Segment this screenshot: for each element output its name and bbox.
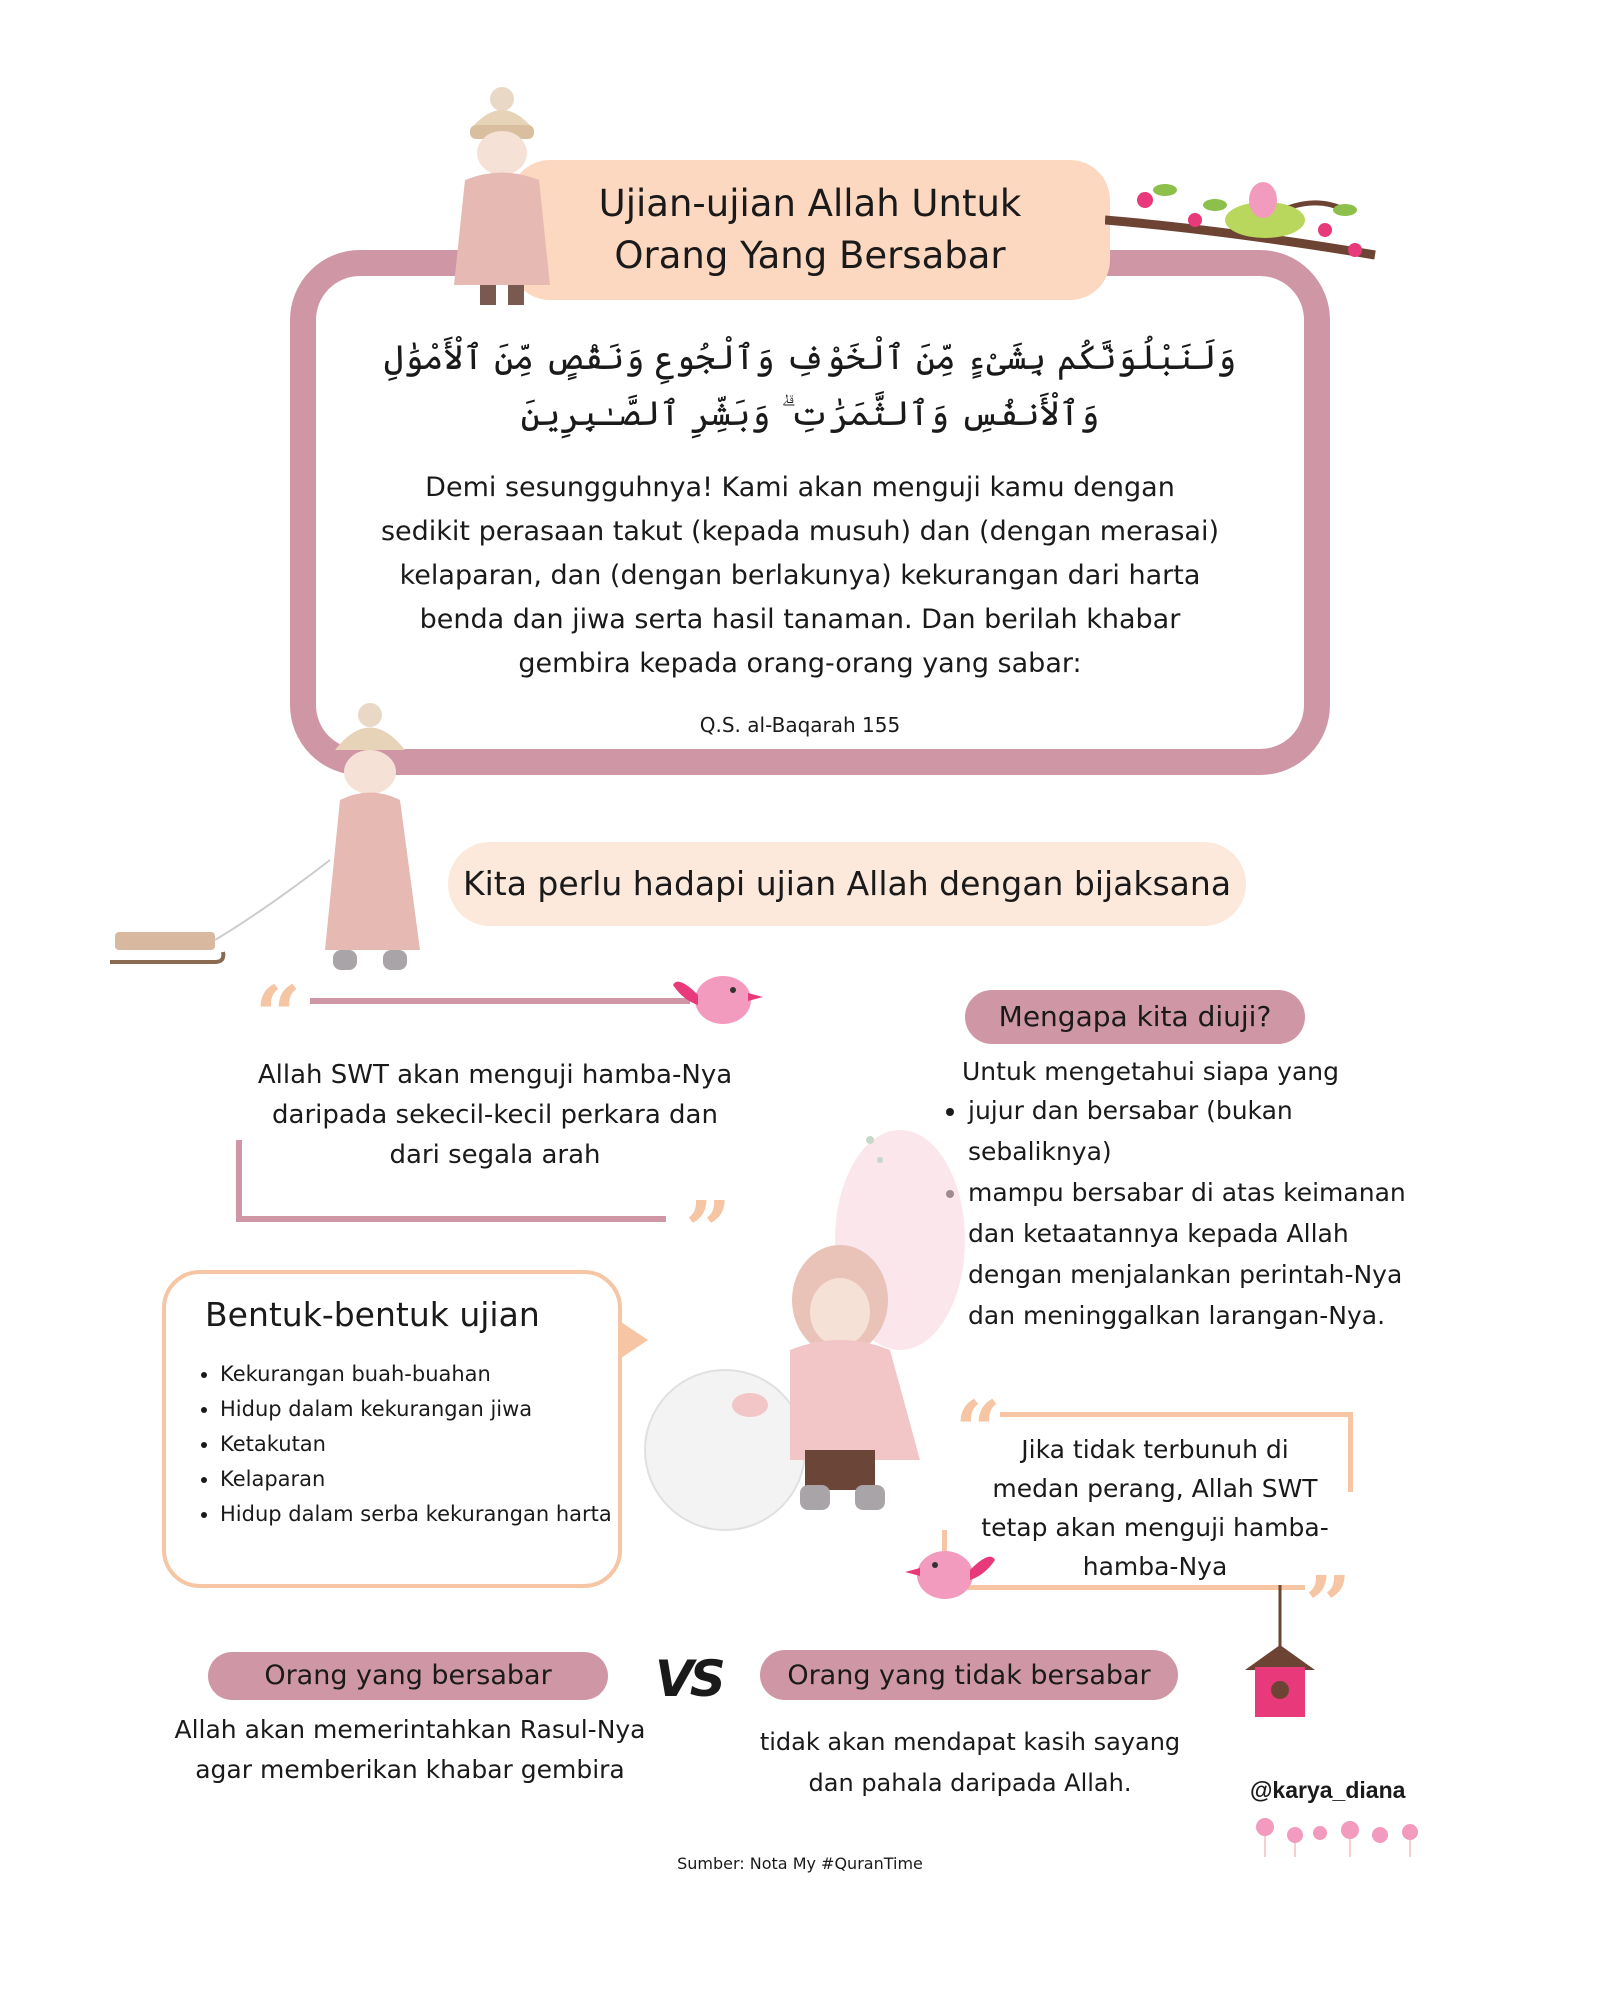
why-item: • mampu bersabar di atas keimanan dan ketaatannya kepada Allah dengan menjalankan perintah-Nya dan meninggalkan larangan-Nya.	[968, 1172, 1408, 1336]
verse-translation: Demi sesungguhnya! Kami akan menguji kamu dengan sedikit perasaan takut (kepada musuh) dan (dengan merasai) kelaparan, dan (dengan berlakunya) kekurangan dari harta benda dan jiwa serta hasil tanaman. Dan berilah khabar gembira kepada orang-orang yang sabar:	[380, 472, 1220, 679]
why-list	[940, 1090, 1408, 1336]
impatient-title: Orang yang tidak bersabar	[787, 1660, 1151, 1691]
branch-nest-illustration	[1105, 170, 1385, 280]
forms-item: • Ketakutan	[220, 1427, 620, 1462]
forms-title: Bentuk-bentuk ujian	[205, 1295, 540, 1334]
quote1-text: Allah SWT akan menguji hamba-Nya daripada sekecil-kecil perkara dan dari segala arah	[257, 1060, 733, 1170]
forms-list	[190, 1357, 620, 1532]
forms-item: • Hidup dalam serba kekurangan harta	[220, 1497, 620, 1532]
page-title	[530, 178, 1090, 282]
quote-icon: “	[955, 1383, 1002, 1477]
quote2-top-line	[1000, 1412, 1352, 1417]
forms-item: • Kekurangan buah-buahan	[220, 1357, 620, 1392]
verse-arabic: وَلَنَبْلُوَنَّكُم بِشَىْءٍ مِّنَ ٱلْخَوْفِ وَٱلْجُوعِ وَنَقْصٍ مِّنَ ٱلْأَمْوَٰلِ وَٱلْأَنفُسِ وَٱلثَّمَرَٰتِ ۗ وَبَشِّرِ ٱلصَّـٰبِرِينَ	[383, 338, 1237, 434]
quote-icon: ”	[1305, 1558, 1352, 1652]
bird-icon	[900, 1530, 1000, 1610]
vs-label: VS	[655, 1650, 722, 1708]
patient-title: Orang yang bersabar	[264, 1660, 552, 1691]
title-line-1: Ujian-ujian Allah Untuk	[598, 182, 1022, 225]
bird-icon	[668, 955, 768, 1035]
bubble-tail	[618, 1320, 648, 1360]
quote1-left-line	[236, 1140, 242, 1220]
quote2-right-line	[1348, 1412, 1353, 1492]
impatient-text: tidak akan mendapat kasih sayang dan pahala daripada Allah.	[759, 1728, 1181, 1797]
snowball-illustration	[640, 1240, 940, 1540]
motto-text: Kita perlu hadapi ujian Allah dengan bijaksana	[462, 864, 1232, 903]
forms-item: • Kelaparan	[220, 1462, 620, 1497]
flowers-icon	[1250, 1815, 1430, 1860]
source-note: Sumber: Nota My #QuranTime	[677, 1854, 923, 1873]
quote1-top-line	[310, 998, 690, 1004]
quote1-bottom-line	[236, 1216, 666, 1222]
why-item: • jujur dan bersabar (bukan sebaliknya)	[968, 1090, 1408, 1172]
forms-item: • Hidup dalam kekurangan jiwa	[220, 1392, 620, 1427]
patient-text: Allah akan memerintahkan Rasul-Nya agar memberikan khabar gembira	[174, 1715, 646, 1784]
title-line-2: Orang Yang Bersabar	[614, 234, 1006, 277]
why-title: Mengapa kita diuji?	[998, 1000, 1272, 1033]
author-handle: @karya_diana	[1250, 1777, 1406, 1803]
why-intro: Untuk mengetahui siapa yang	[962, 1057, 1340, 1086]
sled-icon	[110, 932, 223, 962]
quote-icon: “	[255, 968, 302, 1062]
girl-illustration	[440, 85, 560, 310]
birdhouse-icon	[1240, 1585, 1320, 1725]
quote2-text: Jika tidak terbunuh di medan perang, Allah SWT tetap akan menguji hamba-hamba-Nya	[981, 1435, 1329, 1581]
verse-reference: Q.S. al-Baqarah 155	[699, 713, 901, 737]
girl-with-sled-illustration	[105, 700, 425, 990]
quote-icon: ”	[685, 1183, 732, 1277]
